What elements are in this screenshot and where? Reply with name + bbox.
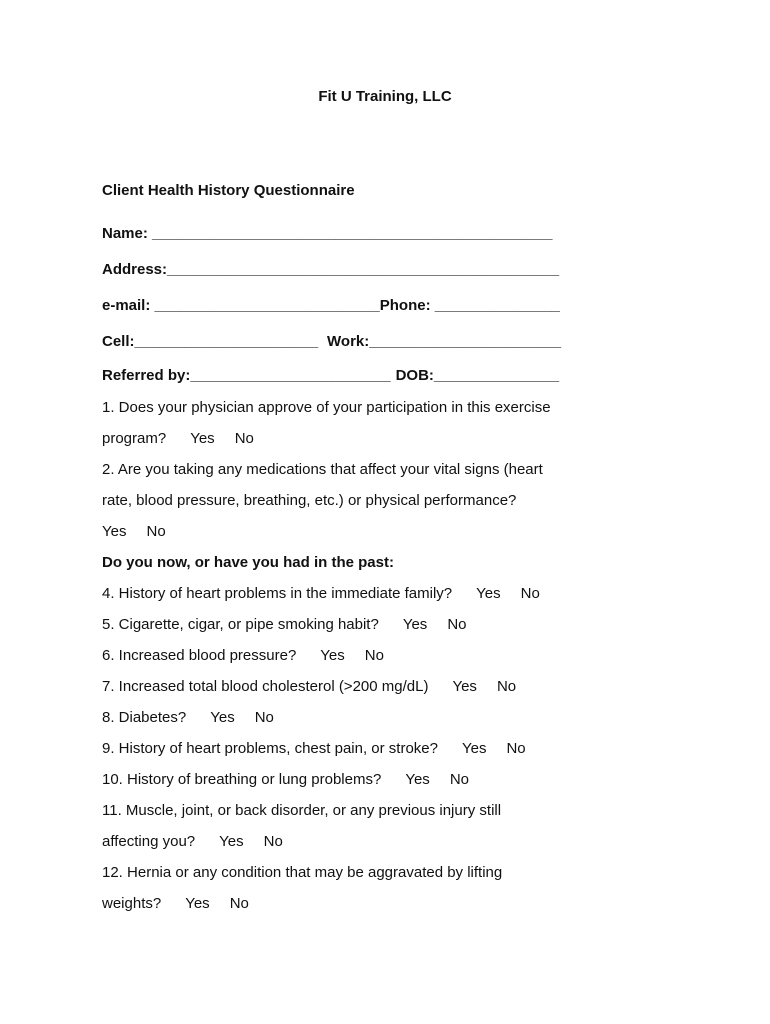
address-field[interactable]: Address:_______________________________________________: [102, 261, 560, 278]
q2-no-option[interactable]: No: [146, 523, 166, 540]
question-2-line2: rate, blood pressure, breathing, etc.) or physical performance?: [102, 492, 517, 509]
q8-no-option[interactable]: No: [254, 709, 274, 726]
question-6: [102, 640, 622, 671]
q5-yes-option[interactable]: Yes: [402, 616, 428, 633]
q10-no-option[interactable]: No: [449, 771, 469, 788]
question-4-text: 4. History of heart problems in the immediate family?: [102, 585, 453, 602]
question-11-line1: 11. Muscle, joint, or back disorder, or any previous injury still: [102, 802, 502, 819]
question-10: [102, 764, 622, 795]
referred-dob-row: [102, 360, 622, 392]
q9-no-option[interactable]: No: [506, 740, 526, 757]
company-name: Fit U Training, LLC: [318, 88, 452, 105]
q7-no-option[interactable]: No: [496, 678, 517, 695]
question-12-line2: [102, 888, 622, 919]
name-field[interactable]: Name: ________________________________________________: [102, 225, 553, 242]
phone-field[interactable]: Phone: _______________: [379, 297, 560, 314]
q9-yes-option[interactable]: Yes: [461, 740, 487, 757]
question-1-line1: 1. Does your physician approve of your participation in this exercise: [102, 399, 551, 416]
question-5-text: 5. Cigarette, cigar, or pipe smoking habit?: [102, 616, 379, 633]
question-8-text: 8. Diabetes?: [102, 709, 187, 726]
q5-no-option[interactable]: No: [447, 616, 467, 633]
question-8: [102, 702, 622, 733]
question-5: [102, 609, 622, 640]
dob-field[interactable]: DOB:_______________: [395, 367, 560, 384]
q4-yes-option[interactable]: Yes: [476, 585, 501, 602]
question-7-text: 7. Increased total blood cholesterol (>200 mg/dL): [102, 678, 429, 695]
email-phone-row: [102, 288, 622, 324]
q6-yes-option[interactable]: Yes: [320, 647, 345, 664]
section-heading: Do you now, or have you had in the past:: [102, 554, 394, 571]
q8-yes-option[interactable]: Yes: [210, 709, 235, 726]
question-4: [102, 578, 622, 609]
question-11-text: affecting you?: [102, 833, 196, 850]
question-9: [102, 733, 622, 764]
q4-no-option[interactable]: No: [520, 585, 540, 602]
question-2-line1: 2. Are you taking any medications that affect your vital signs (heart: [102, 461, 543, 478]
form-title: Client Health History Questionnaire: [102, 182, 355, 199]
q11-no-option[interactable]: No: [263, 833, 283, 850]
q10-yes-option[interactable]: Yes: [405, 771, 430, 788]
question-11-line2: [102, 826, 622, 857]
question-1-line2: [102, 423, 622, 454]
q11-yes-option[interactable]: Yes: [219, 833, 244, 850]
q2-yes-option[interactable]: Yes: [102, 523, 127, 540]
q12-no-option[interactable]: No: [229, 895, 249, 912]
email-field[interactable]: e-mail: ___________________________: [102, 297, 380, 314]
questionnaire-body: [102, 180, 622, 919]
q1-yes-option[interactable]: Yes: [190, 430, 215, 447]
q12-yes-option[interactable]: Yes: [185, 895, 210, 912]
referred-by-field[interactable]: Referred by:________________________: [102, 367, 391, 384]
q6-no-option[interactable]: No: [364, 647, 384, 664]
q7-yes-option[interactable]: Yes: [452, 678, 477, 695]
question-10-text: 10. History of breathing or lung problems?: [102, 771, 382, 788]
question-2-answers: [102, 516, 622, 547]
question-1-text: program?: [102, 430, 167, 447]
question-12-line1: 12. Hernia or any condition that may be aggravated by lifting: [102, 864, 503, 881]
question-9-text: 9. History of heart problems, chest pain, or stroke?: [102, 740, 438, 757]
q1-no-option[interactable]: No: [234, 430, 254, 447]
cell-work-row: [102, 324, 622, 360]
question-6-text: 6. Increased blood pressure?: [102, 647, 297, 664]
work-field[interactable]: Work:_______________________: [327, 333, 562, 350]
question-12-text: weights?: [102, 895, 162, 912]
cell-field[interactable]: Cell:______________________: [102, 333, 319, 350]
question-7: [102, 671, 622, 702]
